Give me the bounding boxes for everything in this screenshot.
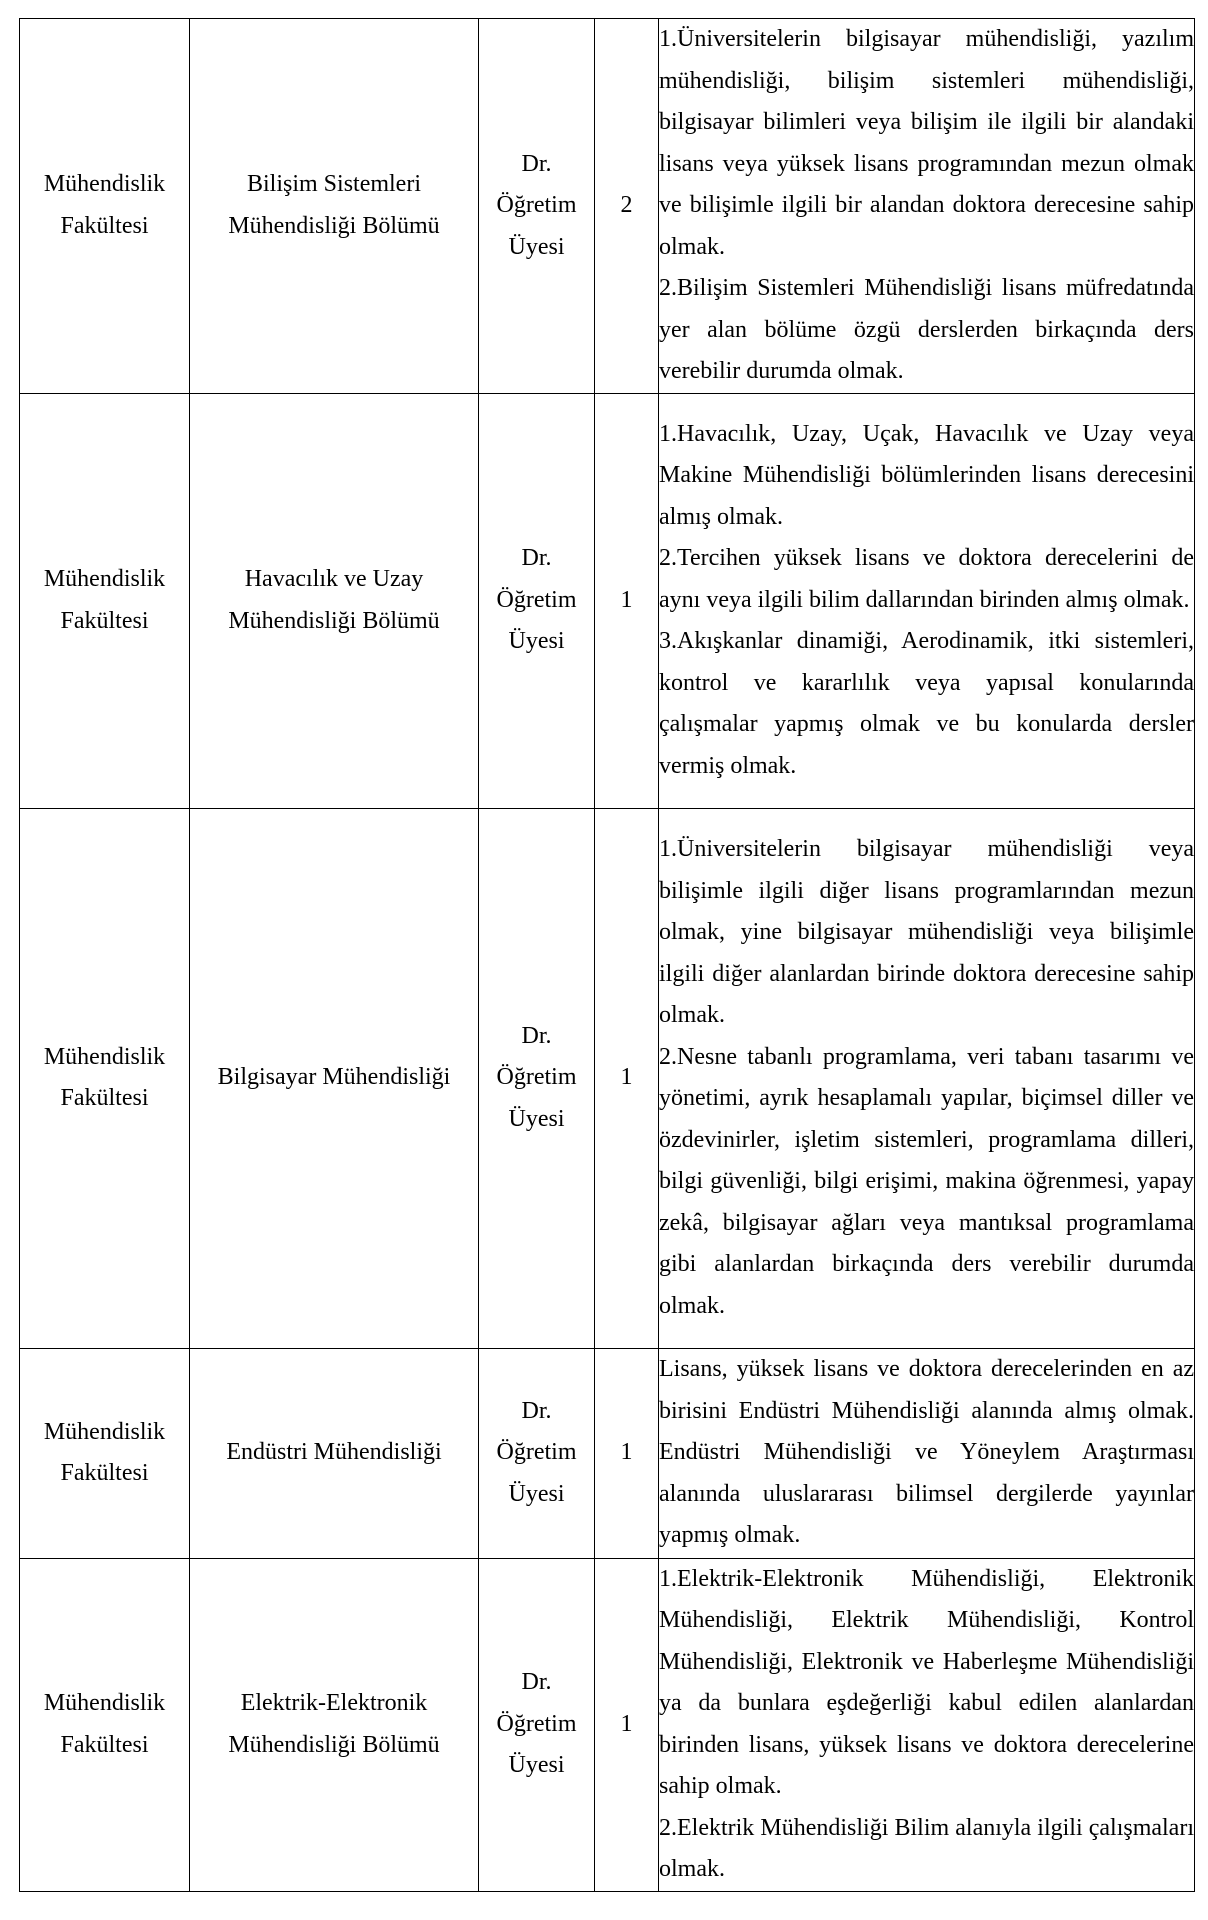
table-row	[20, 393, 1195, 808]
count-cell: 1	[595, 808, 659, 1348]
requirement-item: 1.Üniversitelerin bilgisayar mühendisliği veya bilişimle ilgili diğer lisans programlarından mezun olmak, yine bilgisayar mühendisliği veya bilişimle ilgili diğer alanlardan birinde doktora derecesine sahip olmak.	[659, 836, 1194, 1028]
requirements-cell	[659, 393, 1195, 808]
faculty-line: Fakültesi	[60, 607, 149, 634]
title-cell	[479, 1558, 595, 1891]
department-line: Mühendisliği Bölümü	[228, 212, 440, 239]
title-cell	[479, 19, 595, 394]
table-row	[20, 1348, 1195, 1558]
title-cell	[479, 393, 595, 808]
count-cell: 1	[595, 1348, 659, 1558]
department-line: Elektrik-Elektronik	[240, 1690, 428, 1716]
title-line: Üyesi	[508, 1105, 565, 1132]
faculty-line: Fakültesi	[60, 1731, 149, 1758]
table-row	[20, 808, 1195, 1348]
department-cell	[190, 1558, 479, 1891]
title-line: Üyesi	[508, 1480, 565, 1507]
faculty-cell	[20, 393, 190, 808]
title-line: Üyesi	[508, 1752, 565, 1779]
count-cell: 2	[595, 19, 659, 394]
title-cell	[479, 1348, 595, 1558]
title-line: Dr.	[521, 1022, 552, 1049]
department-line: Havacılık ve Uzay	[244, 566, 424, 592]
department-cell	[190, 1348, 479, 1558]
positions-table	[19, 18, 1195, 1892]
faculty-cell	[20, 808, 190, 1348]
title-line: Öğretim	[496, 586, 577, 613]
requirement-item: 1.Üniversitelerin bilgisayar mühendisliği, yazılım mühendisliği, bilişim sistemleri mühendisliği, bilgisayar bilimleri veya bilişim ile ilgili bir alandaki lisans veya yüksek lisans programından mezun olmak ve bilişimle ilgili bir alandan doktora derecesine sahip olmak.	[659, 26, 1194, 260]
faculty-line: Mühendislik	[43, 1043, 166, 1070]
department-cell	[190, 808, 479, 1348]
faculty-line: Mühendislik	[43, 171, 166, 198]
department-line: Mühendisliği Bölümü	[228, 1731, 440, 1758]
table-row	[20, 19, 1195, 394]
table-row	[20, 1558, 1195, 1891]
department-cell	[190, 393, 479, 808]
faculty-line: Fakültesi	[60, 1085, 149, 1111]
faculty-line: Fakültesi	[60, 212, 149, 239]
title-line: Öğretim	[496, 1710, 577, 1737]
title-line: Öğretim	[496, 1439, 577, 1466]
requirements-cell	[659, 19, 1195, 394]
title-line: Dr.	[521, 545, 552, 572]
title-line: Dr.	[521, 1669, 552, 1696]
requirement-item: 1.Havacılık, Uzay, Uçak, Havacılık ve Uzay veya Makine Mühendisliği bölümlerinden lisans derecesini almış olmak.	[659, 420, 1194, 530]
faculty-cell	[20, 1558, 190, 1891]
count-cell: 1	[595, 1558, 659, 1891]
department-line: Bilgisayar Mühendisliği	[217, 1064, 451, 1091]
count-cell: 1	[595, 393, 659, 808]
title-line: Öğretim	[496, 1064, 577, 1091]
faculty-cell	[20, 1348, 190, 1558]
faculty-line: Mühendislik	[43, 1418, 166, 1445]
title-line: Üyesi	[508, 628, 565, 655]
department-line: Mühendisliği Bölümü	[228, 607, 440, 634]
title-cell	[479, 808, 595, 1348]
faculty-line: Mühendislik	[43, 1690, 166, 1716]
title-line: Dr.	[521, 150, 552, 177]
requirement-item: 3.Akışkanlar dinamiği, Aerodinamik, itki sistemleri, kontrol ve kararlılık veya yapısal konularında çalışmalar yapmış olmak ve bu konularda dersler vermiş olmak.	[659, 628, 1194, 779]
requirement-item: Lisans, yüksek lisans ve doktora derecelerinden en az birisini Endüstri Mühendisliği alanında almış olmak. Endüstri Mühendisliği ve Yöneylem Araştırması alanında uluslararası bilimsel dergilerde yayınlar yapmış olmak.	[659, 1356, 1194, 1549]
department-cell	[190, 19, 479, 394]
faculty-line: Fakültesi	[60, 1460, 149, 1486]
requirements-cell	[659, 1558, 1195, 1891]
faculty-line: Mühendislik	[43, 566, 166, 592]
requirement-item: 1.Elektrik-Elektronik Mühendisliği, Elektronik Mühendisliği, Elektrik Mühendisliği, Kontrol Mühendisliği, Elektronik ve Haberleşme Mühendisliği ya da bunlara eşdeğerliği kabul edilen alanlardan birinden lisans, yüksek lisans ve doktora derecelerine sahip olmak.	[659, 1565, 1194, 1799]
requirement-item: 2.Bilişim Sistemleri Mühendisliği lisans müfredatında yer alan bölüme özgü derslerden birkaçında ders verebilir durumda olmak.	[659, 275, 1194, 384]
faculty-cell	[20, 19, 190, 394]
requirements-cell	[659, 1348, 1195, 1558]
title-line: Üyesi	[508, 233, 565, 260]
department-line: Bilişim Sistemleri	[246, 171, 421, 198]
requirement-item: 2.Elektrik Mühendisliği Bilim alanıyla ilgili çalışmaları olmak.	[659, 1814, 1194, 1882]
requirements-cell	[659, 808, 1195, 1348]
department-line: Endüstri Mühendisliği	[226, 1439, 442, 1466]
requirement-item: 2.Nesne tabanlı programlama, veri tabanı tasarımı ve yönetimi, ayrık hesaplamalı yapılar, biçimsel diller ve özdevinirler, işletim sistemleri, programlama dilleri, bilgi güvenliği, bilgi erişimi, makina öğrenmesi, yapay zekâ, bilgisayar ağları veya mantıksal programlama gibi alanlardan birkaçında ders verebilir durumda olmak.	[659, 1043, 1194, 1319]
title-line: Dr.	[521, 1397, 552, 1424]
title-line: Öğretim	[496, 192, 577, 218]
requirement-item: 2.Tercihen yüksek lisans ve doktora derecelerini de aynı veya ilgili bilim dallarından birinden almış olmak.	[659, 545, 1194, 613]
